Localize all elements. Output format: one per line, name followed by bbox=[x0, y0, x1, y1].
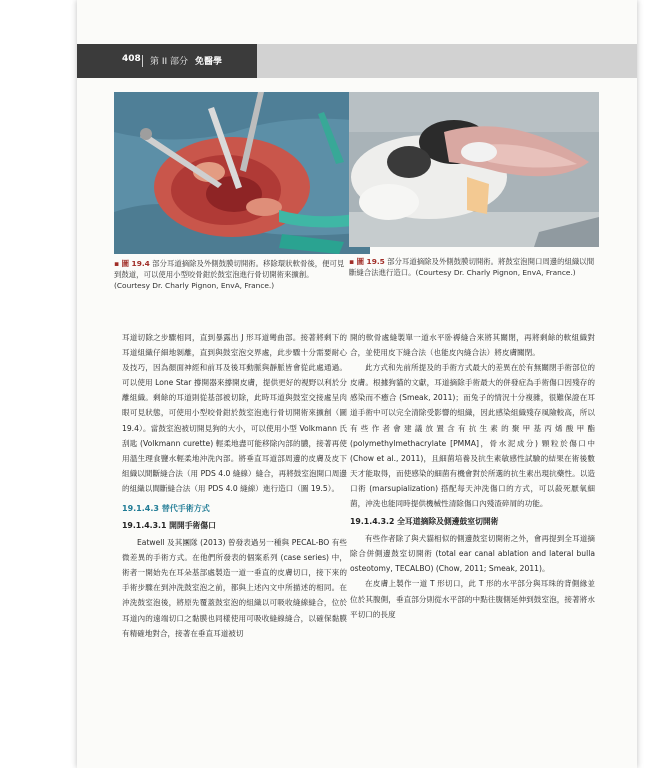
page-number: 408 bbox=[122, 54, 141, 64]
subject-title: 免醫學 bbox=[195, 57, 223, 67]
figure-19-4-label: ▪ 圖 19.4 bbox=[114, 259, 150, 268]
page-header bbox=[77, 44, 637, 78]
figure-19-4-text: 部分耳道摘除及外側鼓膜切開術。移除環狀軟骨後，便可見到鼓道，可以使用小型咬骨鉗於鼓室泡進行骨切開術來擴創。(Courtesy Dr. Charly Pignon, EnvA, France.) bbox=[114, 259, 345, 290]
right-paragraph-2: 此方式和先前所提及的手術方式最大的差異在於有無關閉手術部位的皮膚。根據狗貓的文獻，耳道摘除手術最大的併發症為手術傷口因殘存的感染而不癒合 (Smeak, 2011)；而兔子的情況十分複雜，很難保證在耳道手術中可以完全清除受影響的組織，因此感染組織殘存風險較高，所以有些作者會建議放置含有抗生素的聚甲基丙烯酸甲酯 (polymethylmethacrylate [PMMA]，骨水泥成分) 顆粒於傷口中 (Chow et al., 2011)，且細菌培養及抗生素敏感性試驗的結果在術後數天才能取得，而使感染的細菌有機會對於所選的抗生素出現抗藥性。以造口術 (marsupialization) 搭配每天沖洗傷口的方式，可以殺死厭氧細菌，沖洗也能同時提供機械性清除傷口內殘渣碎屑的功能。 bbox=[350, 363, 595, 509]
subsection-heading-19-1-4-3-2: 19.1.4.3.2 全耳道摘除及側邊鼓室切開術 bbox=[350, 517, 499, 527]
figure-19-4-photo bbox=[114, 92, 370, 254]
right-paragraph-4: 在皮膚上製作一道 T 形切口，此 T 形的水平部分與耳珠的背側緣並位於其腹側，垂直部分則從水平部的中點往腹側延伸到鼓室泡，接著將水平切口的長度 bbox=[350, 579, 595, 619]
left-column bbox=[122, 330, 347, 641]
header-light-band bbox=[257, 44, 637, 78]
figure-19-5-text: 部分耳道摘除及外側鼓膜切開術。將鼓室泡開口周邊的組織以間斷縫合法進行造口。(Courtesy Dr. Charly Pignon, EnvA, France.) bbox=[349, 257, 595, 277]
figure-19-4-caption bbox=[114, 258, 346, 291]
right-paragraph-1: 開的軟骨處縫製單一道水平卧褥縫合來將其關閉，再將剩餘的軟組織對合，並使用皮下縫合法（也能皮內縫合法）將皮膚關閉。 bbox=[350, 333, 595, 358]
subsection-heading-19-1-4-3-1: 19.1.4.3.1 開開手術傷口 bbox=[122, 521, 216, 531]
right-paragraph-3: 有些作者除了與犬貓相似的側邊鼓室切開術之外，會再提到全耳道摘除合併側邊鼓室切開術 (total ear canal ablation and lateral bulla osteotomy, TECALBO) (Chow, 2011; Smeak, 2011)。 bbox=[350, 534, 595, 574]
right-column bbox=[350, 330, 595, 622]
figure-19-5-photo bbox=[349, 92, 599, 247]
header-divider bbox=[142, 55, 143, 67]
left-paragraph-2: Eatwell 及其團隊 (2013) 曾發表過另一種與 PECAL-BO 有些微差異的手術方式。在他們所發表的個案系列 (case series) 中，術者一開始先在耳朵基部處製造一道一垂直的皮膚切口，接下來的手術步驟在到沖洗鼓室泡之前，都與上述內文中所描述的相同。在沖洗鼓室泡後，將原先覆蓋鼓室泡的組織以可吸收縫線縫合，位於耳道內的遠端切口之黏膜也同樣使用可吸收縫線縫合，以確保黏膜有精確地對合，接著在垂直耳道被切 bbox=[122, 538, 347, 638]
figure-19-5-caption bbox=[349, 256, 599, 278]
section-heading-19-1-4-3: 19.1.4.3 替代手術方式 bbox=[122, 504, 210, 514]
left-paragraph-1: 耳道切除之步驟相同，直到暴露出 J 形耳道彎曲部。接著將剩下的耳道組織仔細地剝離，直到與鼓室泡交界處，此步驟十分需要耐心及技巧，因為顏面神經和前耳及後耳動脈與靜脈皆會從此處通過。可以使用 Lone Star 撐開器來撐開皮膚，提供更好的視野以利於分離組織。剩餘的耳道則從基部被切除，此時耳道與鼓室交接處呈肉眼可見狀態，可使用小型咬骨鉗於鼓室泡進行骨切開術來擴創（圖 19.4）。當鼓室泡被切開見狗的大小，可以使用小型 Volkmann 氏刮匙 (Volkmann curette) 輕柔地盡可能移除內部的膿，接著再使用溫生理食鹽水輕柔地沖洗內部。將垂直耳道部周邊的皮膚及皮下組織以間斷縫合法（用 PDS 4.0 縫線）縫合，再將鼓室泡開口周邊的組織以間斷縫合法（用 PDS 4.0 縫線）進行造口（圖 19.5）。 bbox=[122, 333, 347, 493]
book-page bbox=[77, 0, 637, 768]
figure-19-5-label: ▪ 圖 19.5 bbox=[349, 257, 385, 266]
part-label: 第 II 部分 bbox=[150, 57, 189, 67]
